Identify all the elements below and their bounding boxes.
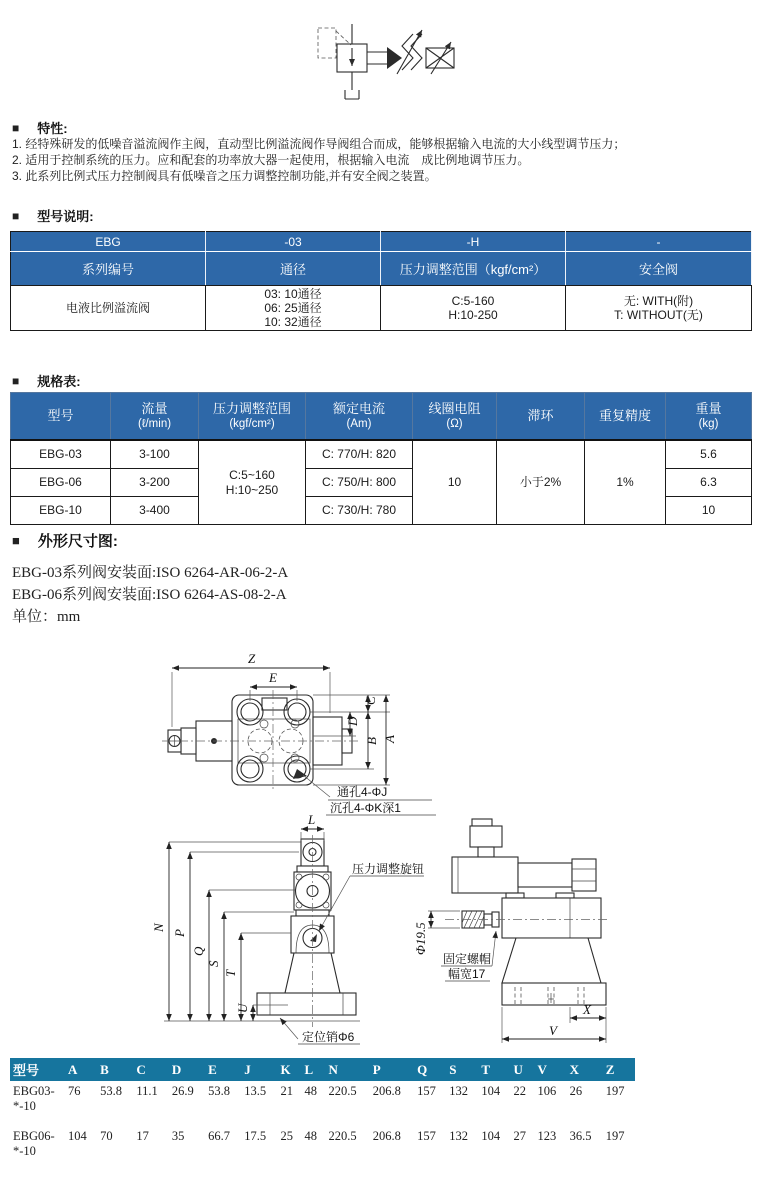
sizes-cell xyxy=(206,286,381,331)
model-value-row xyxy=(11,286,752,331)
specification-table xyxy=(10,392,752,525)
pilot-stage-symbol xyxy=(367,30,422,74)
dim-value-cell: 53.8 xyxy=(100,1084,122,1098)
knob-label: 压力调整旋钮 xyxy=(352,862,425,876)
square-bullet-icon: ■ xyxy=(12,208,20,223)
repeatability-cell: 1% xyxy=(585,440,666,525)
top-view-drawing xyxy=(162,651,436,815)
dim-value-cell: 36.5 xyxy=(569,1129,592,1143)
model-cell: EBG-06 xyxy=(11,469,111,497)
dim-header-cell: Z xyxy=(603,1058,635,1081)
dim-header-cell: E xyxy=(205,1058,241,1081)
spec-header-cell: 压力调整范围 (kgf/cm²) xyxy=(199,393,306,441)
dim-value-cell: 26 xyxy=(569,1084,583,1098)
dim-value-cell: 35 xyxy=(171,1129,185,1143)
dim-label-p: P xyxy=(172,929,187,937)
mounting-note-ebg06: EBG-06系列阀安装面:ISO 6264-AS-08-2-A xyxy=(12,587,287,603)
dim-table-row xyxy=(10,1081,635,1126)
dim-label-b: B xyxy=(364,737,379,745)
dim-header-cell: V xyxy=(534,1058,566,1081)
end-nut xyxy=(572,859,596,891)
features-heading xyxy=(12,118,68,137)
dim-header-cell: D xyxy=(169,1058,205,1081)
model-cell: EBG-10 xyxy=(11,497,111,525)
safety-cell xyxy=(566,286,752,331)
feature-item-1: 1. 经特殊研发的低噪音溢流阀作主阀，直动型比例溢流阀作导阀组合而成，能够根据输入电流的大小线型调节压力； xyxy=(12,137,626,151)
flow-cell: 3-400 xyxy=(111,497,199,525)
hydraulic-symbol-diagram xyxy=(285,12,475,107)
nut-label-line1: 固定螺帽 xyxy=(443,952,492,966)
dim-value-cell: 104 xyxy=(68,1129,87,1143)
range-option: H:10-250 xyxy=(448,308,498,322)
ranges-cell xyxy=(381,286,566,331)
dim-header-cell: A xyxy=(65,1058,97,1081)
dim-header-cell: C xyxy=(133,1058,169,1081)
current-cell: C: 730/H: 780 xyxy=(306,497,413,525)
side-view-drawing xyxy=(413,819,610,1043)
code-cell: -H xyxy=(381,232,566,252)
solenoid-side-view xyxy=(452,857,518,893)
pressure-line: H:10~250 xyxy=(225,482,279,497)
dim-table-header-row xyxy=(10,1058,635,1081)
size-option: 03: 10通径 xyxy=(264,287,322,301)
dim-value-cell: 220.5 xyxy=(328,1084,357,1098)
dim-table-row xyxy=(10,1126,635,1171)
flow-cell: 3-200 xyxy=(111,469,199,497)
dim-value-cell: 17 xyxy=(136,1129,149,1143)
square-bullet-icon: ■ xyxy=(12,533,20,548)
dim-header-cell: 型号 xyxy=(10,1058,65,1081)
dim-value-cell: 22 xyxy=(513,1084,526,1098)
spec-header-cell: 型号 xyxy=(11,393,111,441)
dim-value-cell: 53.8 xyxy=(208,1084,230,1098)
dim-value-cell: 206.8 xyxy=(372,1084,401,1098)
dim-value-cell: 48 xyxy=(304,1084,317,1098)
label-cell: 安全阀 xyxy=(566,252,752,286)
model-label-row xyxy=(11,252,752,286)
model-cell: EBG-03 xyxy=(11,440,111,469)
dim-model-cell xyxy=(10,1126,65,1171)
pin-label: 定位销Φ6 xyxy=(302,1030,355,1044)
dim-value-cell: 157 xyxy=(417,1084,436,1098)
dim-value-cell: 11.1 xyxy=(136,1084,158,1098)
unit-note: 单位：mm xyxy=(12,609,81,625)
dim-label-n: N xyxy=(151,923,166,932)
feature-item-3: 3. 此系列比例式压力控制阀具有低噪音之压力调整控制功能,并有安全阀之装置。 xyxy=(12,169,437,183)
dim-header-cell: U xyxy=(510,1058,534,1081)
safety-option: T: WITHOUT(无) xyxy=(614,308,703,322)
spec-section-heading xyxy=(12,371,81,390)
connector-box xyxy=(470,826,502,847)
dim-header-cell: J xyxy=(241,1058,277,1081)
mounting-notes xyxy=(12,562,288,628)
dim-value-cell: 132 xyxy=(449,1129,468,1143)
dim-label-z: Z xyxy=(248,651,256,666)
dim-label-c: C xyxy=(363,696,378,705)
dim-value-cell: 17.5 xyxy=(244,1129,267,1143)
dimension-values-table xyxy=(10,1058,635,1171)
dim-value-cell: 197 xyxy=(605,1129,625,1143)
square-bullet-icon: ■ xyxy=(12,120,20,135)
dim-label-x: X xyxy=(583,1002,591,1017)
features-heading-text: 特性: xyxy=(37,121,68,136)
dim-value-cell: 21 xyxy=(280,1084,293,1098)
model-code: *-10 xyxy=(13,1144,36,1158)
dim-value-cell: 70 xyxy=(100,1129,113,1143)
dim-label-u: U xyxy=(235,1003,250,1013)
dim-header-cell: X xyxy=(567,1058,603,1081)
dim-model-cell xyxy=(10,1081,65,1126)
pilot-box-dashed xyxy=(318,28,351,58)
dim-value-cell: 132 xyxy=(449,1084,468,1098)
spec-header-cell: 重复精度 xyxy=(585,393,666,441)
hole-note-through: 通孔4-ΦJ xyxy=(337,785,388,799)
dim-value-cell: 104 xyxy=(481,1129,501,1143)
dim-header-cell: N xyxy=(326,1058,370,1081)
safety-option: 无: WITH(附) xyxy=(623,294,694,308)
current-cell: C: 750/H: 800 xyxy=(306,469,413,497)
valve-body-side xyxy=(502,898,601,938)
model-designation-table xyxy=(10,231,752,331)
current-cell: C: 770/H: 820 xyxy=(306,440,413,469)
model-code: EBG03- xyxy=(13,1084,55,1098)
code-cell: -03 xyxy=(206,232,381,252)
model-code-row xyxy=(11,232,752,252)
dim-value-cell: 66.7 xyxy=(208,1129,230,1143)
spec-row xyxy=(11,440,752,469)
dim-value-cell: 197 xyxy=(605,1084,625,1098)
dim-header-cell: Q xyxy=(414,1058,446,1081)
dia-label: Φ19.5 xyxy=(413,922,428,955)
dimensional-drawings xyxy=(0,645,761,1055)
spec-header-cell: 滞环 xyxy=(497,393,585,441)
dim-header-cell: S xyxy=(446,1058,478,1081)
dim-value-cell: 76 xyxy=(68,1084,81,1098)
features-list xyxy=(12,136,757,184)
dim-label-v: V xyxy=(549,1023,557,1038)
spec-header-cell: 额定电流 (Am) xyxy=(306,393,413,441)
dim-value-cell: 106 xyxy=(537,1084,557,1098)
main-valve-symbol xyxy=(337,24,367,99)
dimension-section-heading xyxy=(12,530,118,551)
dimension-heading-text: 外形尺寸图: xyxy=(37,533,118,550)
size-option: 10: 32通径 xyxy=(264,315,322,329)
front-view-drawing xyxy=(151,812,424,1044)
spec-header-row xyxy=(11,393,752,441)
weight-cell: 10 xyxy=(666,497,752,525)
flow-cell: 3-100 xyxy=(111,440,199,469)
dim-header-cell: L xyxy=(301,1058,325,1081)
dim-label-t: T xyxy=(223,969,238,977)
dim-label-e: E xyxy=(269,670,277,685)
dim-value-cell: 123 xyxy=(537,1129,557,1143)
mounting-note-ebg03: EBG-03系列阀安装面:ISO 6264-AR-06-2-A xyxy=(12,565,289,581)
coil-resistance-cell: 10 xyxy=(413,440,497,525)
hysteresis-cell: 小于2% xyxy=(497,440,585,525)
square-bullet-icon: ■ xyxy=(12,373,20,388)
label-cell: 系列编号 xyxy=(11,252,206,286)
label-cell: 通径 xyxy=(206,252,381,286)
dim-label-a: A xyxy=(382,735,397,743)
dim-value-cell: 13.5 xyxy=(244,1084,267,1098)
series-name-cell: 电液比例溢流阀 xyxy=(11,286,206,331)
dim-value-cell: 27 xyxy=(513,1129,526,1143)
spec-header-cell: 线圈电阻 (Ω) xyxy=(413,393,497,441)
dim-header-cell: T xyxy=(478,1058,510,1081)
weight-cell: 6.3 xyxy=(666,469,752,497)
dim-label-l: L xyxy=(308,812,316,827)
label-cell: 压力调整范围（kgf/cm²） xyxy=(381,252,566,286)
dim-value-cell: 48 xyxy=(304,1129,317,1143)
dim-label-s: S xyxy=(206,960,221,967)
mounting-flange-front xyxy=(257,993,356,1015)
proportional-solenoid-symbol xyxy=(426,42,454,74)
dim-label-q: Q xyxy=(191,946,206,956)
spec-header-cell: 重量 (kg) xyxy=(666,393,752,441)
pressure-range-cell xyxy=(199,440,306,525)
dim-value-cell: 157 xyxy=(417,1129,436,1143)
model-code: EBG06- xyxy=(13,1129,55,1143)
code-cell: - xyxy=(566,232,752,252)
dim-value-cell: 104 xyxy=(481,1084,501,1098)
dim-header-cell: B xyxy=(97,1058,133,1081)
code-cell: EBG xyxy=(11,232,206,252)
weight-cell: 5.6 xyxy=(666,440,752,469)
dim-label-d: D xyxy=(345,716,360,726)
dim-value-cell: 206.8 xyxy=(372,1129,401,1143)
hole-note-counterbore: 沉孔4-ΦK深1 xyxy=(330,801,401,815)
feature-item-2: 2. 适用于控制系统的压力。应和配套的功率放大器一起使用，根据输入电流 成比例地调节压力。 xyxy=(12,153,530,167)
model-code: *-10 xyxy=(13,1099,36,1113)
dim-header-cell: P xyxy=(370,1058,414,1081)
range-option: C:5-160 xyxy=(451,294,495,308)
spec-header-cell: 流量 (ℓ/min) xyxy=(111,393,199,441)
pressure-line: C:5~160 xyxy=(229,467,275,482)
dim-value-cell: 220.5 xyxy=(328,1129,357,1143)
model-heading-text: 型号说明: xyxy=(37,209,94,224)
dim-header-cell: K xyxy=(277,1058,301,1081)
dim-value-cell: 26.9 xyxy=(171,1084,194,1098)
dim-value-cell: 25 xyxy=(280,1129,293,1143)
size-option: 06: 25通径 xyxy=(264,301,322,315)
model-section-heading xyxy=(12,206,94,225)
nut-label-line2: 幅宽17 xyxy=(448,967,486,981)
spec-heading-text: 规格表: xyxy=(37,374,81,389)
